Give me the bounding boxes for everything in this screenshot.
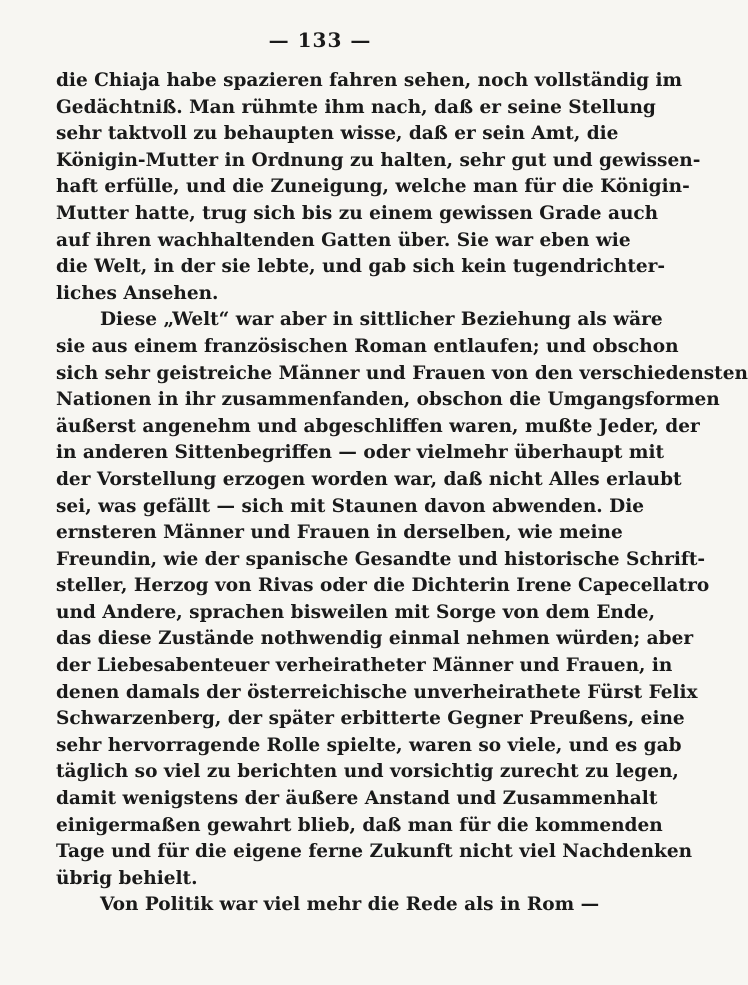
text-line: Freundin, wie der spanische Gesandte und historische Schrift-	[56, 548, 706, 570]
text-line: auf ihren wachhaltenden Gatten über. Sie war eben wie	[56, 229, 631, 251]
text-line: Von Politik war viel mehr die Rede als in Rom —	[100, 894, 600, 916]
text-line: haft erfülle, und die Zuneigung, welche man für die Königin-	[56, 176, 690, 198]
text-line: und Andere, sprachen bisweilen mit Sorge von dem Ende,	[56, 601, 656, 623]
text-line: sie aus einem französischen Roman entlaufen; und obschon	[56, 335, 679, 357]
text-line: denen damals der österreichische unverheirathete Fürst Felix	[56, 681, 698, 703]
text-line: Gedächtniß. Man rühmte ihm nach, daß er seine Stellung	[56, 96, 656, 118]
text-line: übrig behielt.	[56, 867, 198, 889]
text-line: einigermaßen gewahrt blieb, daß man für die kommenden	[56, 814, 663, 836]
text-line: die Welt, in der sie lebte, und gab sich kein tugendrichter-	[56, 256, 666, 278]
text-line: das diese Zustände nothwendig einmal nehmen würden; aber	[56, 628, 694, 650]
text-line: sich sehr geistreiche Männer und Frauen von den verschiedensten	[56, 362, 748, 384]
text-line: die Chiaja habe spazieren fahren sehen, noch vollständig im	[56, 70, 683, 91]
text-line: liches Ansehen.	[56, 282, 219, 304]
text-line: täglich so viel zu berichten und vorsichtig zurecht zu legen,	[56, 761, 679, 783]
text-line: sehr taktvoll zu behaupten wisse, daß er sein Amt, die	[56, 123, 619, 145]
text-line: sehr hervorragende Rolle spielte, waren so viele, und es gab	[56, 734, 682, 756]
text-line: der Vorstellung erzogen worden war, daß nicht Alles erlaubt	[56, 468, 682, 490]
text-line: damit wenigstens der äußere Anstand und Zusammenhalt	[56, 788, 658, 810]
text-line: Mutter hatte, trug sich bis zu einem gewissen Grade auch	[56, 202, 659, 224]
body-text	[56, 68, 748, 919]
text-line: Tage und für die eigene ferne Zukunft nicht viel Nachdenken	[56, 841, 693, 863]
text-line: Nationen in ihr zusammenfanden, obschon die Umgangsformen	[56, 389, 720, 411]
text-line: ernsteren Männer und Frauen in derselben, wie meine	[56, 522, 623, 544]
text-line: der Liebesabenteuer verheiratheter Männer und Frauen, in	[56, 655, 673, 677]
page-number: — 133 —	[268, 28, 372, 52]
text-line: Schwarzenberg, der später erbitterte Gegner Preußens, eine	[56, 708, 685, 730]
text-line: äußerst angenehm und abgeschliffen waren, mußte Jeder, der	[56, 415, 700, 437]
text-line: Königin-Mutter in Ordnung zu halten, sehr gut und gewissen-	[56, 149, 701, 171]
text-line: Diese „Welt“ war aber in sittlicher Beziehung als wäre	[100, 309, 663, 331]
text-line: steller, Herzog von Rivas oder die Dichterin Irene Capecellatro	[56, 575, 710, 597]
text-line: sei, was gefällt — sich mit Staunen davon abwenden. Die	[56, 495, 644, 517]
text-line: in anderen Sittenbegriffen — oder vielmehr überhaupt mit	[56, 442, 665, 464]
